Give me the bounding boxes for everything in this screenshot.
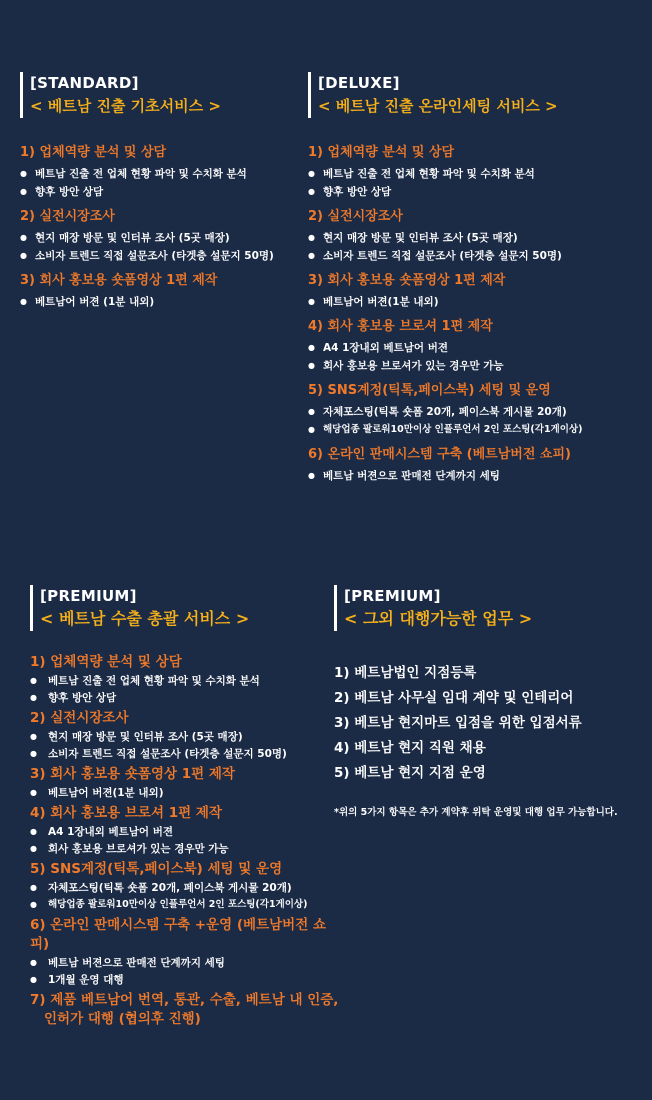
list-item: ● 향후 방안 상담 xyxy=(30,690,340,706)
list-item: 2) 베트남 사무실 임대 계약 및 인테리어 xyxy=(334,690,574,706)
section-items xyxy=(30,729,340,762)
list-item: 5) 베트남 현지 지점 운영 xyxy=(334,765,486,781)
section-heading: 4) 회사 홍보용 브로셔 1편 제작 xyxy=(30,805,222,821)
list-item: ● 회사 홍보용 브로셔가 있는 경우만 가능 xyxy=(308,358,638,374)
list-item: 4) 베트남 현지 직원 채용 xyxy=(334,740,486,756)
section-heading-continued: 인허가 대행 (협의후 진행) xyxy=(44,1011,201,1027)
list-item: 3) 베트남 현지마트 입점을 위한 입점서류 xyxy=(334,715,582,731)
premium-export-plan-body xyxy=(30,653,340,1029)
section-heading: 5) SNS계정(틱톡,페이스북) 세팅 및 운영 xyxy=(30,861,283,877)
section-items xyxy=(308,404,638,438)
section-heading: 1) 업체역량 분석 및 상담 xyxy=(20,145,167,160)
list-item: ● 베트남 진출 전 업체 현황 파악 및 수치화 분석 xyxy=(30,673,340,689)
standard-plan-header xyxy=(20,72,290,118)
deluxe-plan-header xyxy=(308,72,638,118)
plan-title: < 그외 대행가능한 업무 > xyxy=(344,609,533,628)
standard-plan-panel xyxy=(20,72,290,312)
plan-title: < 베트남 진출 기초서비스 > xyxy=(30,97,221,115)
list-item: ● 베트남어 버젼(1분 내외) xyxy=(308,294,638,310)
section-items xyxy=(308,340,638,374)
section-items xyxy=(30,785,340,801)
plan-tier-label: [PREMIUM] xyxy=(344,587,441,605)
footnote: *위의 5가지 항목은 추가 계약후 위탁 운영및 대행 업무 가능합니다. xyxy=(334,807,618,818)
list-item: ● A4 1장내외 베트남어 버젼 xyxy=(308,340,638,356)
section-items xyxy=(30,824,340,857)
section-heading: 7) 제품 베트남어 번역, 통관, 수출, 베트남 내 인증, xyxy=(30,992,339,1008)
list-item: ● 향후 방안 상담 xyxy=(20,184,290,200)
section-heading: 2) 실전시장조사 xyxy=(20,209,115,224)
standard-plan-body xyxy=(20,144,290,310)
list-item: ● 소비자 트렌드 직접 설문조사 (타겟층 설문지 50명) xyxy=(308,248,638,264)
section-items xyxy=(308,166,638,200)
section-heading: 6) 온라인 판매시스템 구축 +운영 (베트남버전 쇼피) xyxy=(30,917,326,952)
list-item: ● A4 1장내외 베트남어 버젼 xyxy=(30,824,340,840)
list-item: ● 현지 매장 방문 및 인터뷰 조사 (5곳 매장) xyxy=(30,729,340,745)
section-items xyxy=(30,880,340,913)
list-item: ● 베트남 진출 전 업체 현황 파악 및 수치화 분석 xyxy=(308,166,638,182)
section-items xyxy=(30,955,340,988)
list-item: ● 회사 홍보용 브로셔가 있는 경우만 가능 xyxy=(30,841,340,857)
list-item: ● 1개월 운영 대행 xyxy=(30,972,340,988)
list-item: ● 베트남 버젼으로 판매전 단계까지 세팅 xyxy=(308,468,638,484)
section-heading: 4) 회사 홍보용 브로셔 1편 제작 xyxy=(308,319,493,334)
premium-export-plan-panel xyxy=(30,585,340,1029)
list-item: ● 베트남어 버젼(1분 내외) xyxy=(30,785,340,801)
section-heading: 2) 실전시장조사 xyxy=(30,710,129,726)
list-item: ● 자체포스팅(틱톡 숏폼 20개, 페이스북 게시물 20개) xyxy=(308,404,638,420)
section-heading: 1) 업체역량 분석 및 상담 xyxy=(308,145,455,160)
list-item: ● 소비자 트렌드 직접 설문조사 (타겟층 설문지 50명) xyxy=(30,746,340,762)
list-item: ● 해당업종 팔로워10만이상 인플루언서 2인 포스팅(각1게이상) xyxy=(30,897,340,913)
list-item: 1) 베트남법인 지점등록 xyxy=(334,665,477,681)
plan-tier-label: [DELUXE] xyxy=(318,74,400,92)
list-item: ● 향후 방안 상담 xyxy=(308,184,638,200)
list-item: ● 소비자 트렌드 직접 설문조사 (타겟층 설문지 50명) xyxy=(20,248,290,264)
premium-other-services-panel xyxy=(334,585,639,818)
list-item: ● 베트남 버젼으로 판매전 단계까지 세팅 xyxy=(30,955,340,971)
section-heading: 6) 온라인 판매시스템 구축 (베트남버전 쇼피) xyxy=(308,447,571,462)
premium-export-plan-header xyxy=(30,585,340,631)
list-item: ● 자체포스팅(틱톡 숏폼 20개, 페이스북 게시물 20개) xyxy=(30,880,340,896)
plan-title: < 베트남 진출 온라인세팅 서비스 > xyxy=(318,97,558,115)
section-items xyxy=(30,673,340,706)
plan-title: < 베트남 수출 총괄 서비스 > xyxy=(40,609,250,628)
list-item: ● 현지 매장 방문 및 인터뷰 조사 (5곳 매장) xyxy=(20,230,290,246)
section-heading: 3) 회사 홍보용 숏폼영상 1편 제작 xyxy=(308,273,506,288)
list-item: ● 해당업종 팔로워10만이상 인플루언서 2인 포스팅(각1게이상) xyxy=(308,422,638,438)
section-heading: 3) 회사 홍보용 숏폼영상 1편 제작 xyxy=(30,766,235,782)
section-items xyxy=(308,230,638,264)
deluxe-plan-body xyxy=(308,144,638,484)
list-item: ● 베트남 진출 전 업체 현황 파악 및 수치화 분석 xyxy=(20,166,290,182)
list-item: ● 현지 매장 방문 및 인터뷰 조사 (5곳 매장) xyxy=(308,230,638,246)
section-heading: 5) SNS계정(틱톡,페이스북) 세팅 및 운영 xyxy=(308,383,551,398)
section-items xyxy=(20,294,290,310)
section-heading: 1) 업체역량 분석 및 상담 xyxy=(30,654,182,670)
plan-tier-label: [STANDARD] xyxy=(30,74,139,92)
section-items xyxy=(308,468,638,484)
section-items xyxy=(20,166,290,200)
section-items xyxy=(20,230,290,264)
other-services-list xyxy=(334,661,639,786)
plan-tier-label: [PREMIUM] xyxy=(40,587,137,605)
section-heading: 3) 회사 홍보용 숏폼영상 1편 제작 xyxy=(20,273,218,288)
deluxe-plan-panel xyxy=(308,72,638,486)
section-heading: 2) 실전시장조사 xyxy=(308,209,403,224)
list-item: ● 베트남어 버젼 (1분 내외) xyxy=(20,294,290,310)
premium-other-services-header xyxy=(334,585,639,631)
section-items xyxy=(308,294,638,310)
